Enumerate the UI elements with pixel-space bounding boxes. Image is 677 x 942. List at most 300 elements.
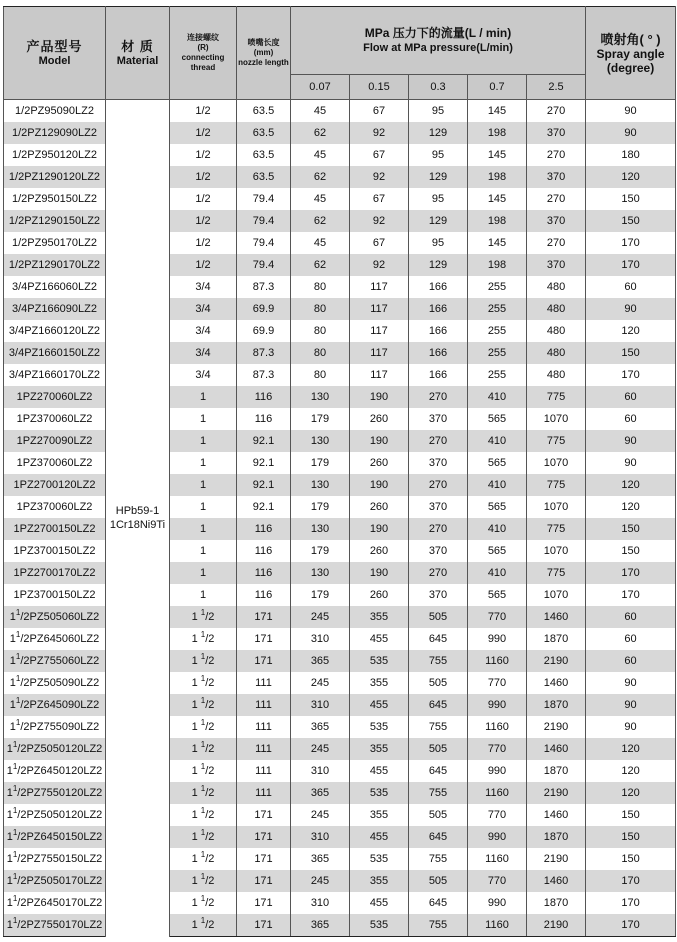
- thread-header-en-2: thread: [190, 63, 216, 72]
- model-cell: 3/4PZ1660150LZ2: [4, 342, 106, 364]
- table-row: [4, 694, 676, 716]
- flow-cell: 370: [527, 122, 586, 144]
- flow-header-cn: MPa 压力下的流量(L / min): [364, 26, 512, 40]
- flow-cell: 410: [468, 562, 527, 584]
- flow-cell: 365: [291, 650, 350, 672]
- flow-cell: 505: [409, 738, 468, 760]
- table-row: [4, 760, 676, 782]
- angle-cell: 90: [586, 298, 676, 320]
- model-cell: 1PZ3700150LZ2: [4, 584, 106, 606]
- flow-cell: 990: [468, 826, 527, 848]
- thread-cell: 3/4: [170, 320, 237, 342]
- flow-cell: 62: [291, 166, 350, 188]
- flow-cell: 130: [291, 386, 350, 408]
- model-cell: 1/2PZ1290150LZ2: [4, 210, 106, 232]
- thread-cell: 1/2: [170, 144, 237, 166]
- flow-cell: 62: [291, 254, 350, 276]
- flow-cell: 130: [291, 518, 350, 540]
- angle-cell: 60: [586, 628, 676, 650]
- flow-cell: 270: [527, 232, 586, 254]
- length-cell: 79.4: [237, 188, 291, 210]
- flow-cell: 990: [468, 628, 527, 650]
- length-cell: 111: [237, 694, 291, 716]
- flow-cell: 455: [350, 628, 409, 650]
- flow-cell: 245: [291, 672, 350, 694]
- flow-cell: 455: [350, 760, 409, 782]
- thread-cell: 1: [170, 562, 237, 584]
- table-row: [4, 452, 676, 474]
- angle-cell: 170: [586, 254, 676, 276]
- length-cell: 63.5: [237, 100, 291, 123]
- table-row: [4, 848, 676, 870]
- thread-cell: 1 $^1$/2: [170, 738, 237, 760]
- thread-header-cn: 连接螺纹: [187, 33, 219, 42]
- length-cell: 171: [237, 848, 291, 870]
- length-cell: 111: [237, 760, 291, 782]
- length-header-en: nozzle length: [238, 58, 289, 67]
- flow-cell: 45: [291, 100, 350, 123]
- flow-cell: 80: [291, 320, 350, 342]
- flow-cell: 260: [350, 584, 409, 606]
- flow-cell: 62: [291, 122, 350, 144]
- length-cell: 87.3: [237, 364, 291, 386]
- material-header-cn: 材 质: [121, 38, 154, 54]
- flow-cell: 645: [409, 760, 468, 782]
- thread-cell: 1: [170, 408, 237, 430]
- model-cell: 1/2PZ950120LZ2: [4, 144, 106, 166]
- flow-cell: 755: [409, 848, 468, 870]
- model-cell: 1PZ270090LZ2: [4, 430, 106, 452]
- flow-cell: 179: [291, 452, 350, 474]
- angle-cell: 180: [586, 144, 676, 166]
- flow-cell: 130: [291, 474, 350, 496]
- thread-cell: 1: [170, 584, 237, 606]
- flow-cell: 480: [527, 364, 586, 386]
- flow-cell: 565: [468, 540, 527, 562]
- angle-cell: 170: [586, 364, 676, 386]
- length-cell: 171: [237, 826, 291, 848]
- flow-cell: 535: [350, 782, 409, 804]
- flow-cell: 370: [409, 452, 468, 474]
- model-cell: 1PZ2700150LZ2: [4, 518, 106, 540]
- flow-cell: 2190: [527, 650, 586, 672]
- flow-cell: 117: [350, 364, 409, 386]
- flow-cell: 775: [527, 386, 586, 408]
- model-cell: 1/2PZ950170LZ2: [4, 232, 106, 254]
- flow-cell: 365: [291, 716, 350, 738]
- flow-cell: 245: [291, 804, 350, 826]
- flow-cell: 770: [468, 738, 527, 760]
- flow-cell: 645: [409, 694, 468, 716]
- length-cell: 79.4: [237, 232, 291, 254]
- angle-cell: 150: [586, 210, 676, 232]
- flow-cell: 92: [350, 122, 409, 144]
- flow-cell: 410: [468, 474, 527, 496]
- flow-cell: 95: [409, 144, 468, 166]
- table-row: [4, 298, 676, 320]
- model-cell: $1^1/2PZ6450120LZ2$: [4, 760, 106, 782]
- thread-cell: 1/2: [170, 166, 237, 188]
- flow-cell: 260: [350, 452, 409, 474]
- table-row: [4, 914, 676, 937]
- flow-cell: 270: [527, 100, 586, 123]
- flow-cell: 245: [291, 738, 350, 760]
- flow-cell: 1870: [527, 892, 586, 914]
- flow-cell: 1070: [527, 584, 586, 606]
- flow-cell: 770: [468, 672, 527, 694]
- flow-cell: 92: [350, 210, 409, 232]
- flow-cell: 535: [350, 716, 409, 738]
- table-header: [4, 7, 676, 100]
- thread-cell: 1: [170, 474, 237, 496]
- flow-cell: 129: [409, 210, 468, 232]
- flow-cell: 365: [291, 914, 350, 937]
- flow-header: [291, 7, 586, 75]
- flow-cell: 505: [409, 606, 468, 628]
- model-cell: 1PZ3700150LZ2: [4, 540, 106, 562]
- flow-cell: 1160: [468, 848, 527, 870]
- flow-cell: 270: [409, 430, 468, 452]
- length-cell: 79.4: [237, 254, 291, 276]
- angle-cell: 90: [586, 122, 676, 144]
- thread-header-en: connecting: [181, 53, 225, 62]
- angle-cell: 150: [586, 826, 676, 848]
- flow-cell: 645: [409, 892, 468, 914]
- table-row: [4, 364, 676, 386]
- flow-cell: 410: [468, 518, 527, 540]
- flow-cell: 80: [291, 342, 350, 364]
- thread-cell: 1 $^1$/2: [170, 606, 237, 628]
- thread-cell: 1 $^1$/2: [170, 782, 237, 804]
- flow-cell: 755: [409, 716, 468, 738]
- flow-cell: 310: [291, 826, 350, 848]
- length-cell: 63.5: [237, 144, 291, 166]
- angle-cell: 150: [586, 342, 676, 364]
- thread-cell: 1 $^1$/2: [170, 804, 237, 826]
- flow-cell: 1070: [527, 408, 586, 430]
- thread-cell: 1: [170, 386, 237, 408]
- table-row: [4, 738, 676, 760]
- thread-cell: 1: [170, 496, 237, 518]
- length-cell: 116: [237, 584, 291, 606]
- table-row: [4, 430, 676, 452]
- thread-cell: 1 $^1$/2: [170, 826, 237, 848]
- length-cell: 171: [237, 804, 291, 826]
- flow-cell: 166: [409, 298, 468, 320]
- flow-cell: 145: [468, 188, 527, 210]
- length-cell: 92.1: [237, 430, 291, 452]
- flow-cell: 1460: [527, 606, 586, 628]
- table-row: [4, 716, 676, 738]
- flow-cell: 1870: [527, 628, 586, 650]
- angle-cell: 120: [586, 320, 676, 342]
- thread-cell: 1 $^1$/2: [170, 716, 237, 738]
- flow-cell: 255: [468, 276, 527, 298]
- model-cell: 1PZ2700170LZ2: [4, 562, 106, 584]
- table-row: [4, 100, 676, 123]
- flow-cell: 95: [409, 232, 468, 254]
- flow-cell: 245: [291, 870, 350, 892]
- thread-cell: 1/2: [170, 100, 237, 123]
- flow-cell: 565: [468, 584, 527, 606]
- nozzle-length-header: [237, 7, 291, 100]
- length-header-cn: 喷嘴长度: [247, 38, 280, 47]
- flow-cell: 198: [468, 122, 527, 144]
- flow-cell: 80: [291, 364, 350, 386]
- flow-cell: 355: [350, 870, 409, 892]
- model-cell: 1/2PZ95090LZ2: [4, 100, 106, 123]
- pressure-col-header: 0.3: [409, 75, 468, 100]
- table-row: [4, 672, 676, 694]
- flow-cell: 365: [291, 782, 350, 804]
- thread-cell: 1 $^1$/2: [170, 892, 237, 914]
- angle-cell: 150: [586, 188, 676, 210]
- model-cell: 1PZ370060LZ2: [4, 452, 106, 474]
- flow-cell: 45: [291, 144, 350, 166]
- flow-cell: 645: [409, 826, 468, 848]
- length-cell: 111: [237, 716, 291, 738]
- model-cell: 3/4PZ166060LZ2: [4, 276, 106, 298]
- spray-angle-header: [586, 7, 676, 100]
- flow-cell: 370: [409, 584, 468, 606]
- table-row: [4, 210, 676, 232]
- table-row: [4, 408, 676, 430]
- length-cell: 116: [237, 408, 291, 430]
- flow-cell: 565: [468, 408, 527, 430]
- angle-cell: 120: [586, 496, 676, 518]
- flow-cell: 1160: [468, 914, 527, 937]
- length-header-unit: (mm): [253, 48, 274, 57]
- flow-cell: 480: [527, 320, 586, 342]
- thread-cell: 1 $^1$/2: [170, 650, 237, 672]
- length-cell: 116: [237, 386, 291, 408]
- angle-cell: 120: [586, 738, 676, 760]
- angle-cell: 60: [586, 386, 676, 408]
- model-cell: 3/4PZ166090LZ2: [4, 298, 106, 320]
- flow-cell: 455: [350, 826, 409, 848]
- flow-cell: 255: [468, 342, 527, 364]
- table-row: [4, 562, 676, 584]
- flow-cell: 2190: [527, 716, 586, 738]
- model-cell: 1/2PZ950150LZ2: [4, 188, 106, 210]
- table-row: [4, 122, 676, 144]
- angle-cell: 150: [586, 540, 676, 562]
- flow-cell: 62: [291, 210, 350, 232]
- flow-cell: 145: [468, 100, 527, 123]
- flow-cell: 2190: [527, 914, 586, 937]
- model-cell: $1^1/2PZ5050120LZ2$: [4, 804, 106, 826]
- flow-cell: 92: [350, 166, 409, 188]
- length-cell: 171: [237, 606, 291, 628]
- flow-cell: 1870: [527, 826, 586, 848]
- flow-cell: 166: [409, 320, 468, 342]
- angle-cell: 120: [586, 760, 676, 782]
- flow-cell: 1160: [468, 782, 527, 804]
- model-cell: $1^1/2PZ7550150LZ2$: [4, 848, 106, 870]
- flow-cell: 370: [527, 210, 586, 232]
- flow-cell: 270: [409, 518, 468, 540]
- model-cell: $1^1/2PZ6450150LZ2$: [4, 826, 106, 848]
- flow-cell: 130: [291, 430, 350, 452]
- flow-cell: 365: [291, 848, 350, 870]
- angle-cell: 170: [586, 232, 676, 254]
- flow-cell: 179: [291, 584, 350, 606]
- flow-cell: 990: [468, 892, 527, 914]
- length-cell: 79.4: [237, 210, 291, 232]
- flow-cell: 260: [350, 496, 409, 518]
- flow-cell: 67: [350, 100, 409, 123]
- length-cell: 171: [237, 628, 291, 650]
- flow-cell: 95: [409, 100, 468, 123]
- thread-cell: 1/2: [170, 188, 237, 210]
- model-cell: 3/4PZ1660170LZ2: [4, 364, 106, 386]
- flow-cell: 1160: [468, 650, 527, 672]
- thread-cell: 1/2: [170, 122, 237, 144]
- angle-cell: 90: [586, 672, 676, 694]
- model-cell: 1/2PZ1290120LZ2: [4, 166, 106, 188]
- flow-cell: 179: [291, 496, 350, 518]
- flow-cell: 535: [350, 848, 409, 870]
- flow-cell: 990: [468, 694, 527, 716]
- table-row: [4, 386, 676, 408]
- thread-cell: 3/4: [170, 364, 237, 386]
- flow-cell: 67: [350, 144, 409, 166]
- flow-cell: 775: [527, 474, 586, 496]
- flow-cell: 45: [291, 188, 350, 210]
- table-row: [4, 518, 676, 540]
- length-cell: 92.1: [237, 474, 291, 496]
- table-row: [4, 342, 676, 364]
- flow-cell: 179: [291, 540, 350, 562]
- flow-cell: 190: [350, 562, 409, 584]
- model-cell: $1^1/2PZ505060LZ2$: [4, 606, 106, 628]
- table-row: [4, 892, 676, 914]
- flow-cell: 245: [291, 606, 350, 628]
- angle-cell: 60: [586, 650, 676, 672]
- flow-cell: 92: [350, 254, 409, 276]
- flow-cell: 355: [350, 672, 409, 694]
- flow-cell: 80: [291, 298, 350, 320]
- flow-cell: 145: [468, 232, 527, 254]
- table-row: [4, 826, 676, 848]
- model-cell: 1PZ2700120LZ2: [4, 474, 106, 496]
- angle-cell: 150: [586, 518, 676, 540]
- model-cell: $1^1/2PZ6450170LZ2$: [4, 892, 106, 914]
- material-line-1: HPb59-1: [115, 505, 160, 518]
- flow-cell: 130: [291, 562, 350, 584]
- model-cell: $1^1/2PZ5050170LZ2$: [4, 870, 106, 892]
- table-row: [4, 276, 676, 298]
- flow-cell: 480: [527, 298, 586, 320]
- flow-cell: 270: [409, 474, 468, 496]
- thread-header: [170, 7, 237, 100]
- thread-cell: 1: [170, 540, 237, 562]
- flow-cell: 1070: [527, 452, 586, 474]
- table-row: [4, 584, 676, 606]
- length-cell: 116: [237, 518, 291, 540]
- flow-cell: 198: [468, 254, 527, 276]
- angle-cell: 60: [586, 606, 676, 628]
- table-row: [4, 232, 676, 254]
- spray-header-unit: (degree): [606, 60, 655, 75]
- length-cell: 63.5: [237, 122, 291, 144]
- flow-cell: 1460: [527, 672, 586, 694]
- flow-cell: 117: [350, 276, 409, 298]
- flow-cell: 310: [291, 760, 350, 782]
- flow-cell: 67: [350, 188, 409, 210]
- thread-cell: 3/4: [170, 342, 237, 364]
- thread-cell: 1/2: [170, 210, 237, 232]
- flow-cell: 1870: [527, 694, 586, 716]
- flow-cell: 117: [350, 342, 409, 364]
- thread-cell: 1 $^1$/2: [170, 628, 237, 650]
- table-row: [4, 782, 676, 804]
- length-cell: 116: [237, 540, 291, 562]
- length-cell: 171: [237, 650, 291, 672]
- length-cell: 171: [237, 870, 291, 892]
- pressure-col-header: 0.15: [350, 75, 409, 100]
- table-row: [4, 628, 676, 650]
- flow-cell: 1460: [527, 870, 586, 892]
- flow-cell: 190: [350, 386, 409, 408]
- model-cell: 1/2PZ129090LZ2: [4, 122, 106, 144]
- table-row: [4, 804, 676, 826]
- flow-cell: 410: [468, 386, 527, 408]
- angle-cell: 170: [586, 584, 676, 606]
- flow-cell: 1070: [527, 540, 586, 562]
- flow-cell: 255: [468, 298, 527, 320]
- flow-cell: 166: [409, 364, 468, 386]
- length-cell: 171: [237, 914, 291, 937]
- angle-cell: 120: [586, 782, 676, 804]
- model-header-en: Model: [38, 54, 71, 67]
- length-cell: 69.9: [237, 298, 291, 320]
- flow-cell: 129: [409, 166, 468, 188]
- length-cell: 116: [237, 562, 291, 584]
- length-cell: 92.1: [237, 452, 291, 474]
- flow-cell: 770: [468, 606, 527, 628]
- length-cell: 87.3: [237, 276, 291, 298]
- flow-cell: 410: [468, 430, 527, 452]
- model-cell: 1/2PZ1290170LZ2: [4, 254, 106, 276]
- length-cell: 171: [237, 892, 291, 914]
- flow-cell: 455: [350, 892, 409, 914]
- flow-cell: 990: [468, 760, 527, 782]
- flow-cell: 480: [527, 276, 586, 298]
- flow-cell: 755: [409, 914, 468, 937]
- model-cell: $1^1/2PZ645090LZ2$: [4, 694, 106, 716]
- length-cell: 69.9: [237, 320, 291, 342]
- angle-cell: 170: [586, 892, 676, 914]
- length-cell: 92.1: [237, 496, 291, 518]
- flow-cell: 198: [468, 210, 527, 232]
- flow-cell: 95: [409, 188, 468, 210]
- flow-cell: 755: [409, 782, 468, 804]
- thread-cell: 1 $^1$/2: [170, 672, 237, 694]
- material-line-2: 1Cr18Ni9Ti: [109, 519, 166, 532]
- angle-cell: 170: [586, 870, 676, 892]
- angle-cell: 60: [586, 408, 676, 430]
- material-header: [106, 7, 170, 100]
- length-cell: 111: [237, 738, 291, 760]
- flow-cell: 310: [291, 892, 350, 914]
- flow-cell: 1460: [527, 738, 586, 760]
- flow-cell: 505: [409, 804, 468, 826]
- thread-cell: 1 $^1$/2: [170, 760, 237, 782]
- table-row: [4, 540, 676, 562]
- flow-cell: 198: [468, 166, 527, 188]
- flow-cell: 1160: [468, 716, 527, 738]
